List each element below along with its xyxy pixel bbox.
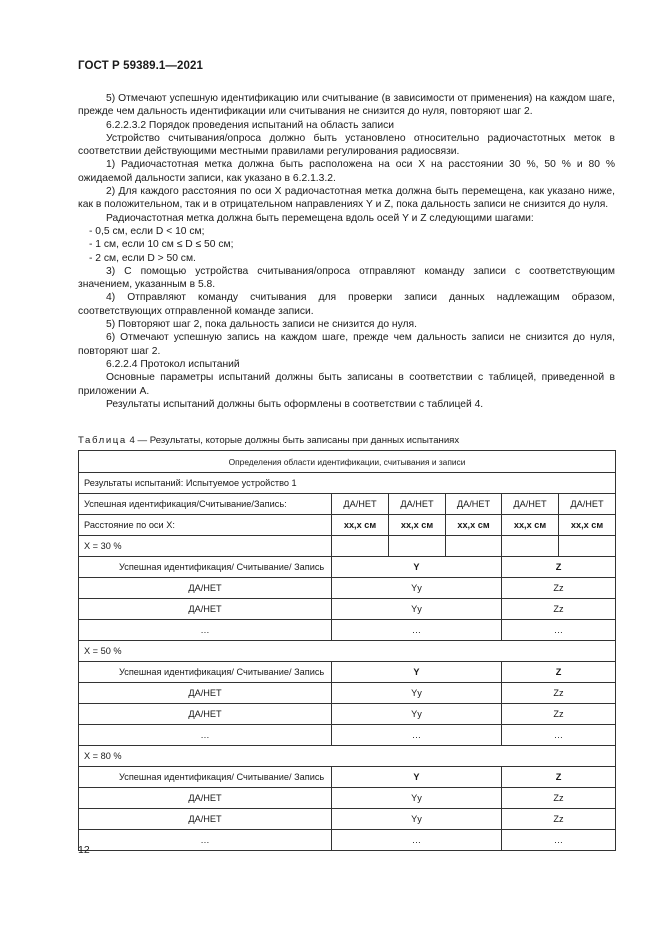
table-row <box>79 809 616 830</box>
device-row <box>79 473 616 494</box>
paragraph: 3) С помощью устройства считывания/опроса отправляют команду записи с соответствующим значением, указанным в 5.8. <box>78 265 615 291</box>
y-cell: … <box>332 830 502 851</box>
axis-y-header: Y <box>332 767 502 788</box>
y-cell: Yy <box>332 683 502 704</box>
paragraph: Радиочастотная метка должна быть перемещена вдоль осей Y и Z следующими шагами: <box>106 212 534 224</box>
table-row <box>79 620 616 641</box>
result-cell: ДА/НЕТ <box>79 683 332 704</box>
table-title-row <box>79 451 616 473</box>
table-caption-rest: 4 — Результаты, которые должны быть записаны при данных испытаниях <box>126 435 460 446</box>
table-caption <box>78 435 459 446</box>
z-cell: Zz <box>502 578 616 599</box>
section-header-row <box>79 557 616 578</box>
y-cell: Yy <box>332 599 502 620</box>
distance-value: xx,x см <box>559 515 616 536</box>
section-label: X = 80 % <box>79 746 616 767</box>
table-row <box>79 788 616 809</box>
axis-y-header: Y <box>332 557 502 578</box>
success-value: ДА/НЕТ <box>559 494 616 515</box>
success-value: ДА/НЕТ <box>446 494 502 515</box>
result-cell: ДА/НЕТ <box>79 788 332 809</box>
axis-z-header: Z <box>502 557 616 578</box>
paragraph: 1) Радиочастотная метка должна быть расположена на оси X на расстоянии 30 %, 50 % и 80 % ожидаемой дальности записи, как указано в 6.2.1.3.2. <box>78 159 615 184</box>
y-cell: … <box>332 620 502 641</box>
axis-z-header: Z <box>502 662 616 683</box>
page-number: 12 <box>78 844 90 856</box>
result-cell: ДА/НЕТ <box>79 599 332 620</box>
paragraph: Результаты испытаний должны быть оформлены в соответствии с таблицей 4. <box>106 398 484 410</box>
success-label: Успешная идентификация/Считывание/Запись: <box>79 494 332 515</box>
distance-value: xx,x см <box>446 515 502 536</box>
result-cell: ДА/НЕТ <box>79 704 332 725</box>
section-label-row <box>79 746 616 767</box>
z-cell: … <box>502 830 616 851</box>
empty-cell <box>389 536 446 557</box>
z-cell: … <box>502 620 616 641</box>
paragraph: 5) Повторяют шаг 2, пока дальность записи не снизится до нуля. <box>106 319 417 331</box>
section-label-row <box>79 641 616 662</box>
empty-cell <box>446 536 502 557</box>
success-value: ДА/НЕТ <box>332 494 389 515</box>
success-row <box>79 494 616 515</box>
result-cell: ДА/НЕТ <box>79 809 332 830</box>
z-cell: Zz <box>502 788 616 809</box>
empty-cell <box>559 536 616 557</box>
table-caption-prefix: Таблица <box>78 435 127 446</box>
body-text <box>78 92 615 411</box>
z-cell: Zz <box>502 704 616 725</box>
paragraph: 2) Для каждого расстояния по оси X радиочастотная метка должна быть перемещена, как указано ниже, как в положительном, так и в отрицательном направлениях Y и Z, пока дальность записи не снизится до нуля. <box>78 186 615 211</box>
paragraph: Устройство считывания/опроса должно быть установлено относительно радиочастотных меток в соответствии действующими местными правилами регулирования радиосвязи. <box>78 132 615 158</box>
success-value: ДА/НЕТ <box>389 494 446 515</box>
section-header-label: Успешная идентификация/ Считывание/ Запись <box>79 662 332 683</box>
y-cell: Yy <box>332 788 502 809</box>
table-row <box>79 599 616 620</box>
result-cell: … <box>79 620 332 641</box>
table-row <box>79 830 616 851</box>
distance-value: xx,x см <box>502 515 559 536</box>
axis-z-header: Z <box>502 767 616 788</box>
paragraph: 5) Отмечают успешную идентификацию или считывание (в зависимости от применения) на каждом шаге, прежде чем дальность идентификации или считывания не снизится до нуля, повторяют шаг 2. <box>78 93 615 118</box>
y-cell: Yy <box>332 704 502 725</box>
empty-cell <box>502 536 559 557</box>
section-label-row <box>79 536 616 557</box>
success-value: ДА/НЕТ <box>502 494 559 515</box>
table-title: Определения области идентификации, считывания и записи <box>79 451 616 473</box>
y-cell: … <box>332 725 502 746</box>
paragraph: 6.2.2.3.2 Порядок проведения испытаний на область записи <box>106 119 395 131</box>
z-cell: Zz <box>502 683 616 704</box>
paragraph: 6) Отмечают успешную запись на каждом шаге, прежде чем дальность записи не снизится до нуля, повторяют шаг 2. <box>78 332 615 357</box>
y-cell: Yy <box>332 578 502 599</box>
empty-cell <box>332 536 389 557</box>
z-cell: Zz <box>502 599 616 620</box>
document-header: ГОСТ Р 59389.1—2021 <box>78 60 203 72</box>
section-label: X = 50 % <box>79 641 616 662</box>
paragraph: 4) Отправляют команду считывания для проверки записи данных надлежащим образом, соответствующих отправленной команде записи. <box>78 292 615 317</box>
section-header-label: Успешная идентификация/ Считывание/ Запись <box>79 767 332 788</box>
axis-y-header: Y <box>332 662 502 683</box>
section-header-row <box>79 662 616 683</box>
result-cell: ДА/НЕТ <box>79 578 332 599</box>
distance-row <box>79 515 616 536</box>
distance-label: Расстояние по оси X: <box>79 515 332 536</box>
z-cell: … <box>502 725 616 746</box>
y-cell: Yy <box>332 809 502 830</box>
result-cell: … <box>79 725 332 746</box>
section-header-row <box>79 767 616 788</box>
list-item: - 2 см, если D > 50 см. <box>89 252 196 264</box>
section-label: X = 30 % <box>79 536 332 557</box>
list-item: - 0,5 см, если D < 10 см; <box>89 225 205 237</box>
table-row <box>79 683 616 704</box>
table-row <box>79 704 616 725</box>
result-cell: … <box>79 830 332 851</box>
paragraph: 6.2.2.4 Протокол испытаний <box>106 358 240 370</box>
distance-value: xx,x см <box>332 515 389 536</box>
table-row <box>79 578 616 599</box>
section-header-label: Успешная идентификация/ Считывание/ Запись <box>79 557 332 578</box>
distance-value: xx,x см <box>389 515 446 536</box>
results-table <box>78 450 616 851</box>
list-item: - 1 см, если 10 см ≤ D ≤ 50 см; <box>89 239 234 251</box>
table-row <box>79 725 616 746</box>
paragraph: Основные параметры испытаний должны быть записаны в соответствии с таблицей, приведенной в приложении А. <box>78 372 615 397</box>
z-cell: Zz <box>502 809 616 830</box>
device-label: Результаты испытаний: Испытуемое устройство 1 <box>79 473 616 494</box>
